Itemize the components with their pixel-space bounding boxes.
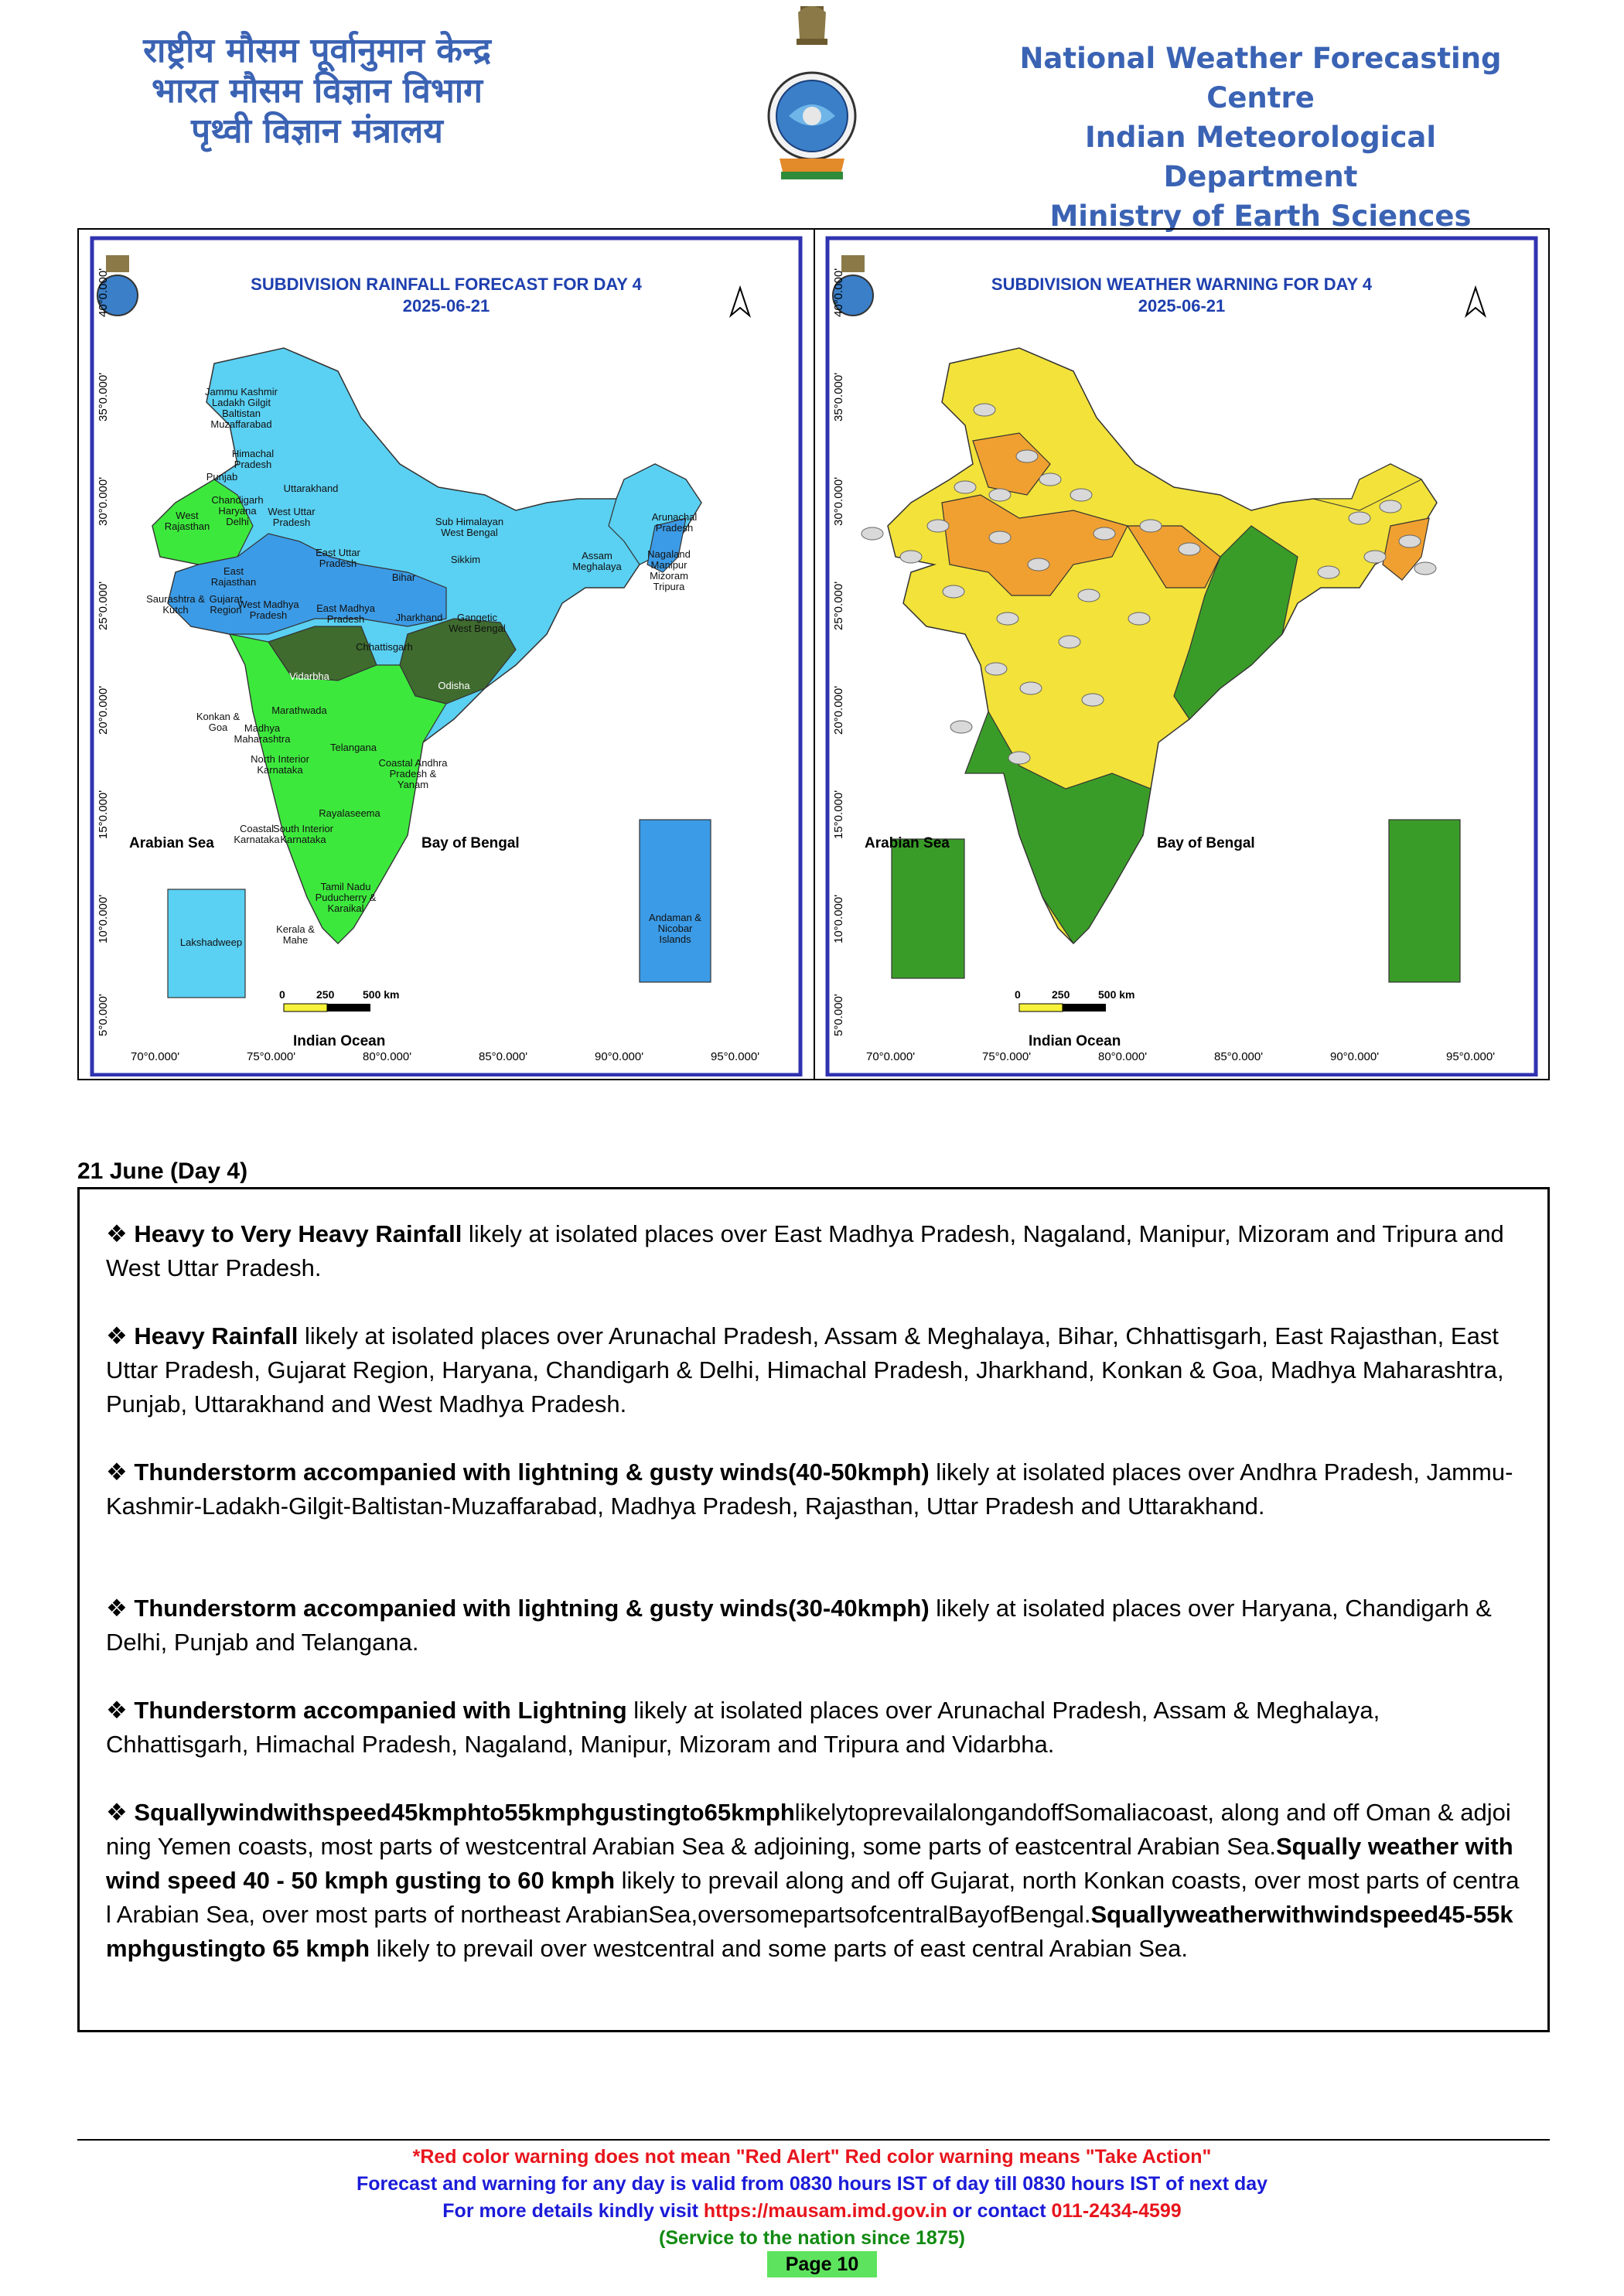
rainfall-map-title: SUBDIVISION RAINFALL FORECAST FOR DAY 4	[251, 275, 642, 294]
region-label-emp: East Madhya Pradesh	[316, 602, 375, 625]
bullet-diamond-icon: ❖	[106, 1799, 128, 1827]
region-label-shwb: Sub Himalayan West Bengal	[435, 516, 504, 538]
rainfall-lat-5: 5°0.000'	[97, 994, 110, 1036]
footer-service-note: (Service to the nation since 1875)	[659, 2227, 965, 2249]
squall-bold-3: Squallyweatherwithwindspeed45-55kmphgustingto 65 kmph	[106, 1901, 1513, 1962]
warning-indian-ocean-label: Indian Ocean	[1029, 1033, 1121, 1049]
warning-scale-mid: 250	[1052, 988, 1070, 1001]
rainfall-lat-15: 15°0.000'	[97, 790, 110, 839]
region-label-eup: East Uttar Pradesh	[316, 547, 360, 569]
rainfall-lon-95: 95°0.000'	[711, 1050, 760, 1063]
region-label-konkan: Konkan & Goa	[196, 711, 241, 733]
warning-lon-75: 75°0.000'	[982, 1050, 1032, 1063]
region-label-rayalaseema: Rayalaseema	[319, 807, 380, 819]
warning-lon-85: 85°0.000'	[1214, 1050, 1264, 1063]
region-label-jharkhand: Jharkhand	[395, 612, 443, 623]
region-label-jk: Jammu Kashmir Ladakh Gilgit Baltistan Muzaffarabad	[205, 386, 278, 430]
bulletin-text-1: likely at isolated places over East Madhya Pradesh, Nagaland, Manipur, Mizoram and Tripura and West Uttar Pradesh.	[106, 1220, 1504, 1281]
warning-lat-40: 40°0.000'	[832, 268, 845, 317]
region-label-eraj: East Rajasthan	[210, 565, 257, 588]
region-label-coastal-ap: Coastal Andhra Pradesh & Yanam	[378, 757, 448, 790]
footer-contact-prefix: For more details kindly visit	[442, 2200, 704, 2222]
region-label-gwb: Gangetic West Bengal	[449, 612, 506, 634]
region-label-gujarat: Gujarat Region	[209, 593, 243, 616]
rainfall-forecast-map	[83, 232, 810, 1076]
header-english-line-1: National Weather Forecasting Centre	[1019, 42, 1502, 114]
region-label-nik: North Interior Karnataka	[251, 753, 309, 776]
warning-map-date: 2025-06-21	[1138, 296, 1226, 316]
lakshadweep-label: Lakshadweep	[179, 936, 243, 948]
warning-arabian-sea-label: Arabian Sea	[865, 835, 950, 851]
rainfall-lon-70: 70°0.000'	[131, 1050, 180, 1063]
bullet-diamond-icon: ❖	[106, 1322, 128, 1350]
region-label-wmp: West Madhya Pradesh	[237, 599, 299, 621]
bullet-diamond-icon: ❖	[106, 1458, 128, 1486]
bulletin-bold-5: Thunderstorm accompanied with Lightning	[134, 1697, 627, 1724]
day-heading: 21 June (Day 4)	[77, 1158, 248, 1184]
warning-lat-15: 15°0.000'	[832, 790, 845, 839]
region-label-coastal-karnataka: Coastal Karnataka	[234, 823, 280, 845]
bulletin-bold-1: Heavy to Very Heavy Rainfall	[134, 1220, 462, 1247]
rainfall-lat-25: 25°0.000'	[97, 581, 110, 630]
squall-text-3: likely to prevail over westcentral and some parts of east central Arabian Sea.	[370, 1935, 1188, 1962]
rainfall-bay-of-bengal-label: Bay of Bengal	[421, 835, 520, 851]
region-label-saurashtra: Saurashtra & Kutch	[146, 593, 205, 616]
warning-lon-95: 95°0.000'	[1446, 1050, 1496, 1063]
rainfall-lat-30: 30°0.000'	[97, 476, 110, 526]
rainfall-lat-20: 20°0.000'	[97, 685, 110, 735]
footer-contact-line	[0, 2198, 1624, 2224]
rainfall-scale-max: 500 km	[363, 988, 400, 1001]
weather-warning-map	[818, 232, 1545, 1076]
header-hindi-line-2: भारत मौसम विज्ञान विभाग	[152, 71, 483, 111]
imd-website-link[interactable]: https://mausam.imd.gov.in	[703, 2200, 947, 2222]
warning-scale-max: 500 km	[1098, 988, 1135, 1001]
region-label-tamil-nadu: Tamil Nadu Puducherry & Karaikal	[315, 881, 377, 914]
region-label-haryana: Chandigarh Haryana Delhi	[211, 494, 264, 527]
warning-lon-90: 90°0.000'	[1330, 1050, 1380, 1063]
warning-lat-10: 10°0.000'	[832, 894, 845, 943]
header-hindi-line-1: राष्ट्रीय मौसम पूर्वानुमान केन्द्र	[143, 31, 491, 70]
region-label-wup: West Uttar Pradesh	[268, 506, 316, 528]
region-label-vidarbha: Vidarbha	[289, 670, 329, 682]
warning-map-title: SUBDIVISION WEATHER WARNING FOR DAY 4	[991, 275, 1373, 294]
squall-bold-2: Squally weather with wind speed 40 - 50 kmph gusting to 60 kmph	[106, 1833, 1513, 1894]
header-english	[990, 39, 1531, 236]
region-label-chhattisgarh: Chhattisgarh	[356, 641, 413, 653]
bulletin-bold-4: Thunderstorm accompanied with lightning & gusty winds(30-40kmph)	[134, 1595, 930, 1622]
bulletin-paragraph-squall	[106, 1796, 1521, 1966]
rainfall-lat-10: 10°0.000'	[97, 894, 110, 943]
page-number: Page 10	[767, 2251, 877, 2277]
rainfall-scale-mid: 250	[316, 988, 335, 1001]
squall-bold-1: Squallywindwithspeed45kmphto55kmphgustingto65kmph	[134, 1799, 795, 1826]
rainfall-lon-80: 80°0.000'	[363, 1050, 412, 1063]
bulletin-paragraph-1	[106, 1217, 1521, 1285]
region-label-punjab: Punjab	[206, 471, 238, 483]
header-english-line-2: Indian Meteorological Department	[1084, 121, 1437, 193]
region-label-marathwada: Marathwada	[271, 704, 327, 716]
region-label-sikkim: Sikkim	[450, 554, 481, 565]
rainfall-arabian-sea-label: Arabian Sea	[129, 835, 214, 851]
bulletin-text-5: likely at isolated places over Arunachal Pradesh, Assam & Meghalaya, Chhattisgarh, Himachal Pradesh, Nagaland, Manipur, Mizoram and Tripura and Vidarbha.	[106, 1697, 1380, 1758]
maps-divider	[814, 228, 815, 1080]
footer-red-warning-note: *Red color warning does not mean "Red Alert" Red color warning means "Take Action"	[412, 2146, 1212, 2168]
region-label-bihar: Bihar	[391, 571, 416, 583]
rainfall-lon-75: 75°0.000'	[247, 1050, 296, 1063]
rainfall-lat-40: 40°0.000'	[97, 268, 110, 317]
bulletin-paragraph-3	[106, 1455, 1521, 1523]
bulletin-paragraph-4	[106, 1592, 1521, 1660]
squall-text-2: likely to prevail along and off Gujarat, north Konkan coasts, over most parts of central Arabian Sea, over most parts of northeast ArabianSea,oversomepartsofcentralBayofBengal.	[106, 1867, 1520, 1928]
bulletin-bold-3: Thunderstorm accompanied with lightning & gusty winds(40-50kmph)	[134, 1458, 930, 1486]
warning-lon-80: 80°0.000'	[1098, 1050, 1148, 1063]
warning-lon-70: 70°0.000'	[866, 1050, 916, 1063]
warning-lat-30: 30°0.000'	[832, 476, 845, 526]
region-label-wraj: West Rajasthan	[164, 510, 210, 532]
rainfall-lon-90: 90°0.000'	[595, 1050, 644, 1063]
region-label-uttarakhand: Uttarakhand	[283, 483, 339, 494]
region-label-odisha: Odisha	[438, 680, 470, 691]
footer-phone: 011-2434-4599	[1051, 2200, 1182, 2222]
warning-lat-25: 25°0.000'	[832, 581, 845, 630]
rainfall-scale-zero: 0	[279, 988, 285, 1001]
warning-scale-zero: 0	[1015, 988, 1021, 1001]
region-label-arunachal: Arunachal Pradesh	[651, 511, 698, 534]
bullet-diamond-icon: ❖	[106, 1220, 128, 1248]
rainfall-lon-85: 85°0.000'	[479, 1050, 528, 1063]
andaman-label: Andaman & Nicobar Islands	[649, 912, 701, 945]
region-label-nmmt: Nagaland Manipur Mizoram Tripura	[647, 548, 691, 592]
bullet-diamond-icon: ❖	[106, 1697, 128, 1725]
footer-contact-mid: or contact	[947, 2200, 1052, 2222]
region-label-assam: Assam Meghalaya	[572, 550, 622, 572]
bulletin-bold-2: Heavy Rainfall	[134, 1322, 299, 1349]
bullet-diamond-icon: ❖	[106, 1595, 128, 1622]
rainfall-indian-ocean-label: Indian Ocean	[293, 1033, 386, 1049]
header-hindi	[116, 31, 518, 152]
rainfall-lat-35: 35°0.000'	[97, 372, 110, 421]
rainfall-map-date: 2025-06-21	[402, 296, 490, 316]
header-hindi-line-3: पृथ्वी विज्ञान मंत्रालय	[191, 111, 443, 151]
bulletin-text-2: likely at isolated places over Arunachal Pradesh, Assam & Meghalaya, Bihar, Chhattisgarh, East Rajasthan, East Uttar Pradesh, Gujarat Region, Haryana, Chandigarh & Delhi, Himachal Pradesh, Jharkhand, Konkan & Goa, Madhya Maharashtra, Punjab, Uttarakhand and West Madhya Pradesh.	[106, 1322, 1504, 1418]
warning-lat-35: 35°0.000'	[832, 372, 845, 421]
warning-bay-of-bengal-label: Bay of Bengal	[1157, 835, 1255, 851]
region-label-kerala: Kerala & Mahe	[276, 923, 315, 946]
bulletin-text-3: likely at isolated places over Andhra Pradesh, Jammu-Kashmir-Ladakh-Gilgit-Baltistan-Muzaffarabad, Madhya Pradesh, Rajasthan, Uttar Pradesh and Uttarakhand.	[106, 1458, 1513, 1520]
forecast-bulletin	[77, 1187, 1550, 2032]
warning-lat-20: 20°0.000'	[832, 685, 845, 735]
footer-rule	[77, 2139, 1550, 2141]
bulletin-paragraph-5	[106, 1694, 1521, 1762]
region-label-hp: Himachal Pradesh	[231, 448, 275, 470]
header-english-line-3: Ministry of Earth Sciences	[1049, 200, 1472, 233]
bulletin-paragraph-2	[106, 1319, 1521, 1421]
footer-validity-note: Forecast and warning for any day is valid from 0830 hours IST of day till 0830 hours IST of next day	[356, 2173, 1268, 2195]
squall-text-1: likelytoprevailalongandoffSomaliacoast, along and off Oman & adjoining Yemen coasts, most parts of westcentral Arabian Sea & adjoining, some parts of eastcentral Arabian Sea.	[106, 1799, 1511, 1860]
region-label-sik: South Interior Karnataka	[272, 823, 334, 845]
region-label-telangana: Telangana	[330, 742, 377, 753]
bulletin-text-4: likely at isolated places over Haryana, Chandigarh & Delhi, Punjab and Telangana.	[106, 1595, 1492, 1656]
region-label-mmaha: Madhya Maharashtra	[234, 722, 291, 745]
warning-lat-5: 5°0.000'	[832, 994, 845, 1036]
imd-emblem-icon	[758, 0, 866, 186]
